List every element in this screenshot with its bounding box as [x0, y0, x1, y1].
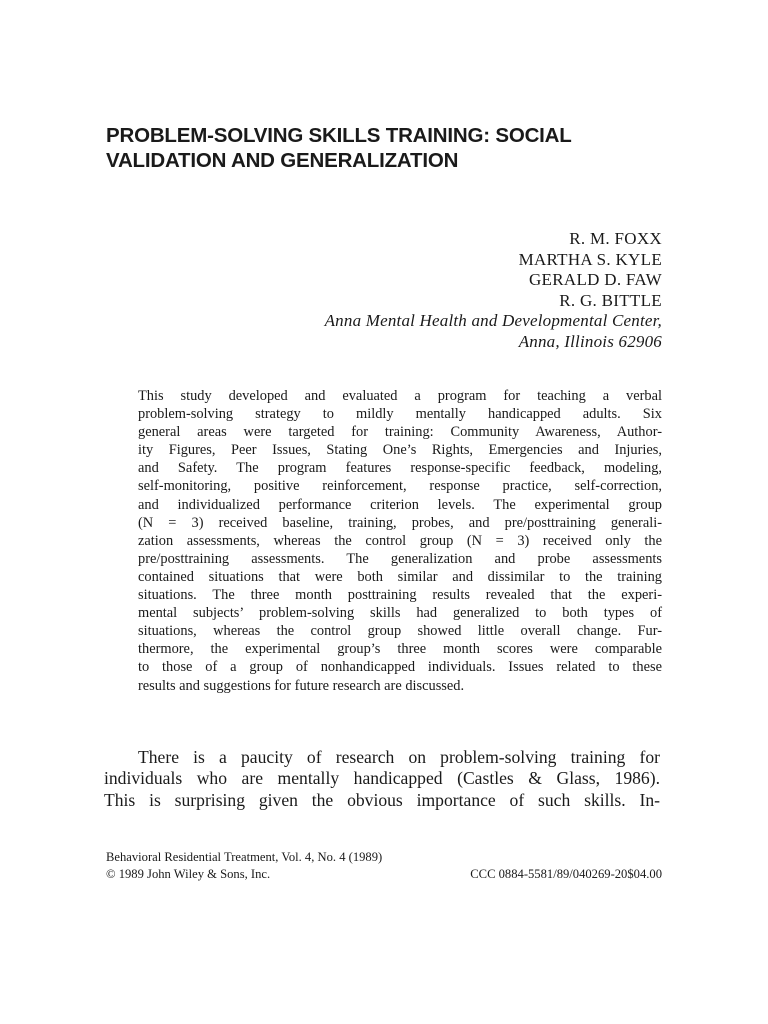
author-name: R. M. FOXX: [569, 229, 662, 248]
abstract-line: general areas were targeted for training: Community Awareness, Author-: [138, 424, 662, 441]
body-line: There is a paucity of research on problem-solving training for: [138, 747, 660, 767]
abstract-line: problem-solving strategy to mildly mentally handicapped adults. Six: [138, 406, 662, 423]
author-block: [325, 229, 662, 353]
article-title: [106, 123, 686, 173]
author-name: MARTHA S. KYLE: [518, 249, 662, 269]
abstract-line: mental subjects’ problem-solving skills had generalized to both types of: [138, 605, 662, 622]
ccc-code: CCC 0884-5581/89/040269-20$04.00: [470, 866, 662, 881]
abstract-line: (N = 3) received baseline, training, probes, and pre/posttraining generali-: [138, 514, 662, 531]
abstract-line: thermore, the experimental group’s three month scores were comparable: [138, 641, 662, 658]
abstract: [138, 387, 662, 695]
abstract-line: ity Figures, Peer Issues, Stating One’s Rights, Emergencies and Injuries,: [138, 442, 662, 459]
body-line: This is surprising given the obvious importance of such skills. In-: [104, 789, 660, 810]
author-name: GERALD D. FAW: [528, 270, 662, 290]
abstract-line: pre/posttraining assessments. The generalization and probe assessments: [138, 550, 662, 567]
footer-row-copyright: [106, 866, 662, 883]
abstract-line: situations. The three month posttraining results revealed that the experi-: [138, 587, 662, 604]
author-name: R. G. BITTLE: [559, 290, 662, 310]
abstract-line: This study developed and evaluated a program for teaching a verbal: [138, 388, 662, 404]
abstract-line: and individualized performance criterion levels. The experimental group: [138, 496, 662, 513]
body-paragraph: [104, 747, 660, 811]
affiliation-line-1: Anna Mental Health and Developmental Center,: [324, 311, 662, 331]
abstract-line: results and suggestions for future research are discussed.: [138, 677, 465, 694]
title-line-1: PROBLEM-SOLVING SKILLS TRAINING: SOCIAL: [106, 124, 572, 147]
abstract-line: to those of a group of nonhandicapped individuals. Issues related to these: [138, 659, 662, 676]
footer-row-journal: [106, 849, 662, 866]
affiliation-line-2: Anna, Illinois 62906: [518, 331, 662, 351]
body-line: individuals who are mentally handicapped (Castles & Glass, 1986).: [104, 768, 660, 789]
title-line-2: VALIDATION AND GENERALIZATION: [106, 149, 459, 172]
page-footer: [106, 849, 662, 882]
abstract-line: self-monitoring, positive reinforcement, response practice, self-correction,: [138, 478, 662, 495]
abstract-line: zation assessments, whereas the control group (N = 3) received only the: [138, 532, 662, 549]
journal-citation: Behavioral Residential Treatment, Vol. 4, No. 4 (1989): [106, 850, 383, 864]
abstract-line: contained situations that were both similar and dissimilar to the training: [138, 568, 662, 585]
abstract-line: and Safety. The program features response-specific feedback, modeling,: [138, 460, 662, 477]
copyright-notice: © 1989 John Wiley & Sons, Inc.: [106, 866, 271, 881]
abstract-line: situations, whereas the control group showed little overall change. Fur-: [138, 623, 662, 640]
